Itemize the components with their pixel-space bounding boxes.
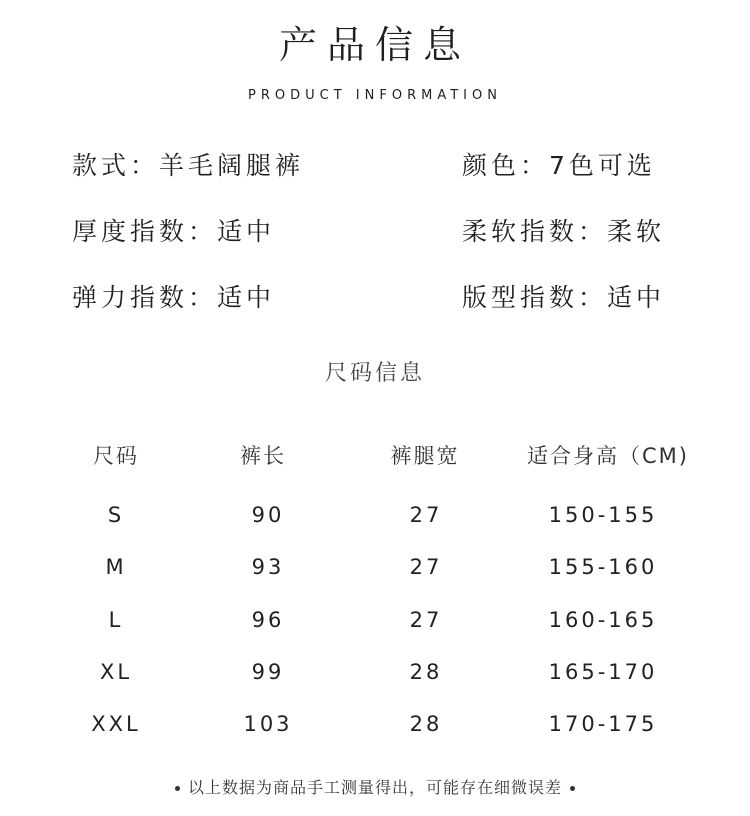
table-cell-length: 99 bbox=[251, 660, 285, 684]
attr-label: 版型指数： bbox=[462, 283, 608, 312]
table-cell-leg-width: 28 bbox=[409, 660, 443, 684]
table-cell-leg-width: 28 bbox=[409, 712, 443, 736]
footer-note: 以上数据为商品手工测量得出，可能存在细微误差 bbox=[187, 778, 562, 797]
bullet-dot-icon bbox=[570, 786, 575, 791]
table-cell-length: 96 bbox=[251, 608, 285, 632]
attr-label: 弹力指数： bbox=[72, 283, 218, 312]
attr-value: 7色可选 bbox=[549, 151, 656, 180]
attr-label: 柔软指数： bbox=[462, 217, 608, 246]
table-header-size: 尺码 bbox=[93, 444, 139, 468]
table-cell-height: 155-160 bbox=[548, 555, 658, 579]
attr-thickness bbox=[72, 212, 275, 248]
attr-value: 适中 bbox=[217, 217, 276, 246]
table-cell-height: 150-155 bbox=[548, 503, 658, 527]
attr-style bbox=[72, 146, 304, 182]
table-header-leg-width: 裤腿宽 bbox=[390, 444, 460, 468]
attr-value: 羊毛阔腿裤 bbox=[159, 151, 305, 180]
attr-label: 颜色： bbox=[462, 151, 550, 180]
table-cell-leg-width: 27 bbox=[409, 608, 443, 632]
table-cell-length: 90 bbox=[251, 503, 285, 527]
table-cell-leg-width: 27 bbox=[409, 555, 443, 579]
attr-label: 厚度指数： bbox=[72, 217, 218, 246]
attr-color bbox=[462, 146, 656, 182]
table-header-height: 适合身高（CM) bbox=[527, 444, 689, 468]
footer-note-line bbox=[0, 775, 750, 798]
table-cell-size: XL bbox=[99, 660, 133, 684]
attr-value: 适中 bbox=[607, 283, 666, 312]
table-cell-length: 93 bbox=[251, 555, 285, 579]
table-header-length: 裤长 bbox=[240, 444, 286, 468]
table-cell-size: S bbox=[107, 503, 125, 527]
page-subtitle: PRODUCT INFORMATION bbox=[248, 88, 502, 103]
page-title: 产品信息 bbox=[278, 23, 471, 67]
table-cell-size: L bbox=[108, 608, 124, 632]
table-cell-size: XXL bbox=[91, 712, 141, 736]
attr-fit bbox=[462, 278, 665, 314]
size-section-title: 尺码信息 bbox=[324, 361, 425, 386]
attr-softness bbox=[462, 212, 665, 248]
table-cell-height: 165-170 bbox=[548, 660, 658, 684]
table-cell-length: 103 bbox=[243, 712, 293, 736]
attr-label: 款式： bbox=[72, 151, 160, 180]
table-cell-height: 170-175 bbox=[548, 712, 658, 736]
attr-value: 柔软 bbox=[607, 217, 666, 246]
table-cell-size: M bbox=[105, 555, 127, 579]
attr-elasticity bbox=[72, 278, 275, 314]
table-cell-leg-width: 27 bbox=[409, 503, 443, 527]
table-cell-height: 160-165 bbox=[548, 608, 658, 632]
attr-value: 适中 bbox=[217, 283, 276, 312]
bullet-dot-icon bbox=[175, 786, 180, 791]
